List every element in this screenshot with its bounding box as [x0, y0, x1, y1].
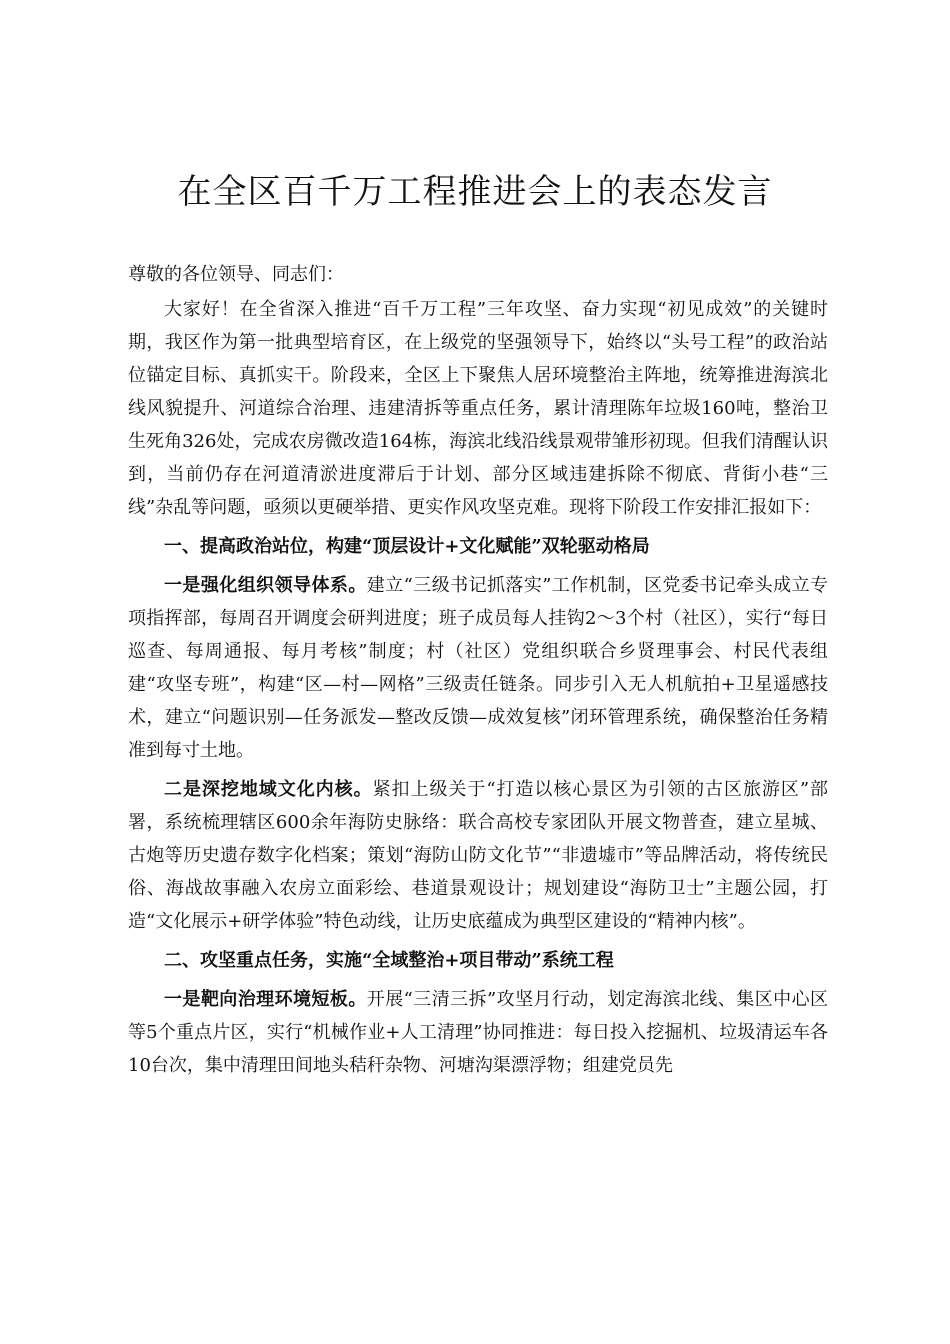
paragraph-text: 建立“三级书记抓落实”工作机制，区党委书记牵头成立专项指挥部，每周召开调度会研判进度；班子成员每人挂钩2～3个村（社区），实行“每日巡查、每周通报、每月考核”制度；村（社区）党组织联合乡贤理事会、村民代表组建“攻坚专班”，构建“区—村—网格”三级责任链条。同步引入无人机航拍+卫星遥感技术，建立“问题识别—任务派发—整改反馈—成效复核”闭环管理系统，确保整治任务精准到每寸土地。 [128, 575, 828, 761]
paragraph-text: 开展“三清三拆”攻坚月行动，划定海滨北线、集区中心区等5个重点片区，实行“机械作业+人工清理”协同推进：每日投入挖掘机、垃圾清运车各10台次，集中清理田间地头秸秆杂物、河塘沟渠漂浮物；组建党员先 [128, 989, 828, 1076]
paragraph-lead: 一是强化组织领导体系。 [164, 575, 367, 596]
paragraph-text: 紧扣上级关于“打造以核心景区为引领的古区旅游区”部署，系统梳理辖区600余年海防史脉络：联合高校专家团队开展文物普查，建立星城、古炮等历史遗存数字化档案；策划“海防山防文化节”“非遗墟市”等品牌活动，将传统民俗、海战故事融入农房立面彩绘、巷道景观设计；规划建设“海防卫士”主题公园，打造“文化展示+研学体验”特色动线，让历史底蕴成为典型区建设的“精神内核”。 [128, 779, 829, 932]
section-2-paragraph-1 [128, 983, 828, 1082]
document-title: 在全区百千万工程推进会上的表态发言 [177, 172, 773, 212]
section-1-paragraph-2 [128, 773, 828, 938]
section-1-paragraph-1 [128, 569, 828, 767]
section-1-heading: 一、提高政治站位，构建“顶层设计+文化赋能”双轮驱动格局 [164, 536, 650, 557]
salutation: 尊敬的各位领导、同志们： [128, 264, 344, 285]
paragraph-lead: 一是靶向治理环境短板。 [164, 989, 367, 1010]
paragraph-lead: 二是深挖地域文化内核。 [164, 779, 373, 800]
intro-paragraph: 大家好！在全省深入推进“百千万工程”三年攻坚、奋力实现“初见成效”的关键时期，我区作为第一批典型培育区，在上级党的坚强领导下，始终以“头号工程”的政治站位锚定目标、真抓实干。阶段来，全区上下聚焦人居环境整治主阵地，统筹推进海滨北线风貌提升、河道综合治理、违建清拆等重点任务，累计清理陈年垃圾160吨，整治卫生死角326处，完成农房微改造164栋，海滨北线沿线景观带雏形初现。但我们清醒认识到，当前仍存在河道清淤进度滞后于计划、部分区域违建拆除不彻底、背街小巷“三线”杂乱等问题，亟须以更硬举措、更实作风攻坚克难。现将下阶段工作安排汇报如下： [128, 299, 828, 518]
section-2-heading: 二、攻坚重点任务，实施“全域整治+项目带动”系统工程 [164, 950, 614, 971]
document-body [128, 258, 828, 1082]
